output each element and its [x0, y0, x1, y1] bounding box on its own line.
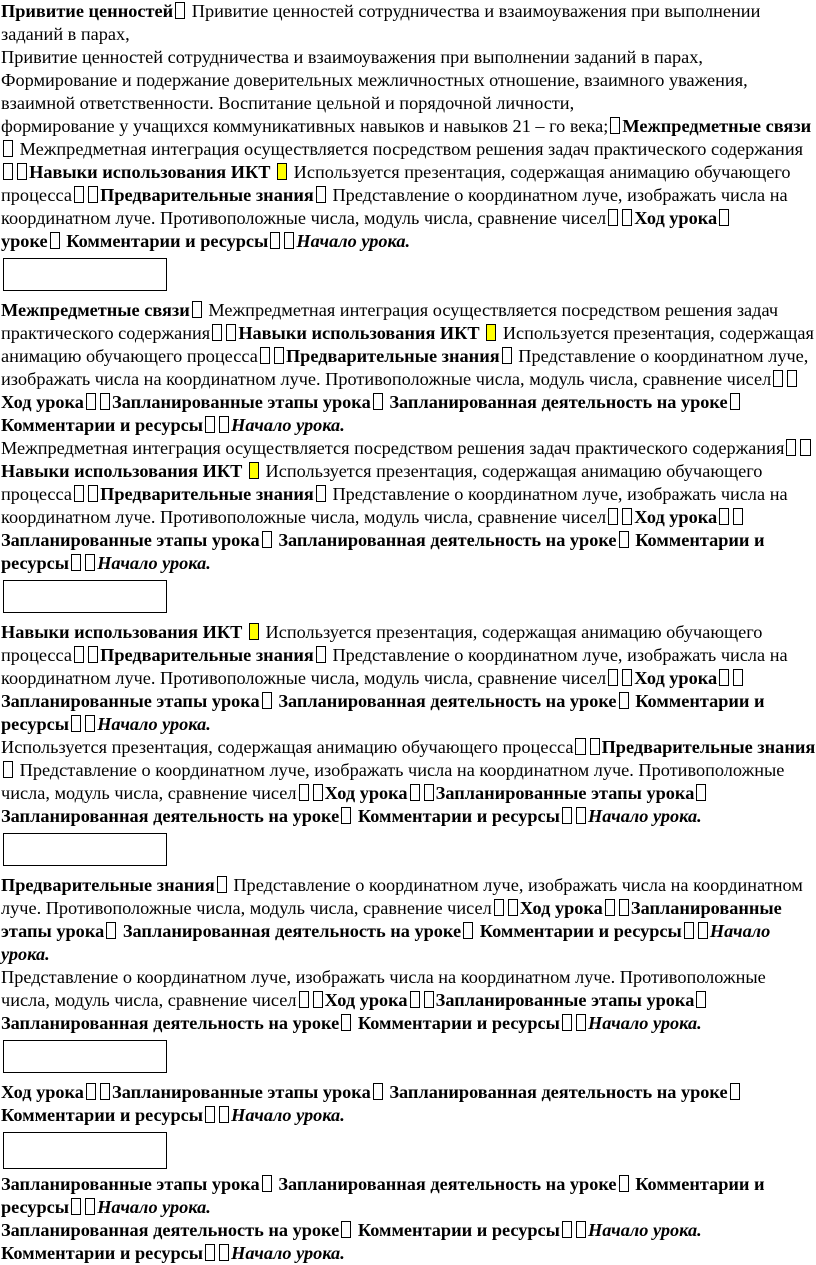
missing-glyph-icon — [316, 646, 326, 663]
missing-glyph-icon — [619, 1175, 629, 1192]
text-run: Используется презентация, содержащая анимацию обучающего процесса — [1, 622, 763, 665]
lesson-start: Начало урока. — [231, 1243, 345, 1263]
heading-comments: Комментарии и ресурсы — [1, 530, 765, 573]
lesson-start: Начало урока. — [1, 921, 771, 964]
heading-lesson-flow: Ход урока — [324, 990, 408, 1010]
missing-glyph-icon — [262, 531, 272, 548]
missing-glyph-icon — [219, 1106, 229, 1123]
lesson-start: Начало урока. — [97, 714, 211, 734]
text-run: Используется презентация, содержащая анимацию обучающего процесса — [1, 162, 791, 205]
missing-glyph-icon — [316, 485, 326, 502]
missing-glyph-icon — [341, 1014, 351, 1031]
missing-glyph-icon — [86, 1083, 96, 1100]
paragraph — [1, 115, 816, 253]
lesson-start: Начало урока. — [588, 1013, 702, 1033]
empty-box — [3, 258, 167, 291]
text-run: Привитие ценностей сотрудничества и взаимоуважения при выполнении заданий в парах, — [1, 47, 703, 67]
missing-glyph-icon — [719, 669, 729, 686]
missing-glyph-icon — [205, 1106, 215, 1123]
text-run: Межпредметная интеграция осуществляется посредством решения задач практического содержания — [19, 139, 804, 159]
heading-comments: Комментарии и ресурсы — [479, 921, 682, 941]
missing-glyph-icon — [212, 324, 222, 341]
missing-glyph-icon — [192, 301, 202, 318]
heading-planned-activity: Запланированная деятельность на уроке — [389, 1082, 728, 1102]
heading-lesson-flow: Ход урока — [634, 507, 718, 527]
missing-glyph-icon — [773, 370, 783, 387]
text-run: Используется презентация, содержащая анимацию обучающего процесса — [1, 323, 814, 366]
heading-comments: Комментарии и ресурсы — [1, 1174, 765, 1217]
missing-glyph-icon — [100, 393, 110, 410]
missing-glyph-icon — [424, 784, 434, 801]
missing-glyph-icon — [463, 922, 473, 939]
lesson-start: Начало урока. — [97, 1197, 211, 1217]
missing-glyph-icon — [562, 807, 572, 824]
missing-glyph-icon — [800, 439, 810, 456]
missing-glyph-icon — [85, 715, 95, 732]
missing-glyph-icon — [719, 508, 729, 525]
empty-box-row — [1, 828, 816, 874]
heading-prior-knowledge: Предварительные знания — [100, 645, 314, 665]
heading-planned-stages: Запланированные этапы урока — [435, 990, 695, 1010]
heading-lesson-flow: Ход урока — [634, 668, 718, 688]
paragraph — [1, 1219, 816, 1242]
highlighted-glyph-icon — [277, 163, 287, 180]
heading-ict: Навыки использования ИКТ — [1, 622, 243, 642]
highlighted-glyph-icon — [486, 324, 496, 341]
paragraph — [1, 0, 816, 46]
lesson-start: Начало урока. — [296, 231, 411, 251]
missing-glyph-icon — [410, 991, 420, 1008]
missing-glyph-icon — [576, 1014, 586, 1031]
missing-glyph-icon — [410, 784, 420, 801]
text-run: Межпредметная интеграция осуществляется посредством решения задач практического содержания — [1, 300, 779, 343]
missing-glyph-icon — [3, 140, 13, 157]
missing-glyph-icon — [299, 991, 309, 1008]
paragraph — [1, 966, 816, 1035]
paragraph — [1, 69, 816, 115]
text-run: Используется презентация, содержащая анимацию обучающего процесса — [1, 461, 763, 504]
missing-glyph-icon — [85, 1198, 95, 1215]
missing-glyph-icon — [576, 807, 586, 824]
heading-comments: Комментарии и ресурсы — [1, 1105, 204, 1125]
missing-glyph-icon — [71, 715, 81, 732]
empty-box-row — [1, 253, 816, 299]
heading-comments: Комментарии и ресурсы — [1, 691, 765, 734]
missing-glyph-icon — [733, 508, 743, 525]
missing-glyph-icon — [608, 508, 618, 525]
lesson-start: Начало урока. — [588, 806, 702, 826]
heading-lesson-flow: Ход урока — [1, 1082, 84, 1102]
text-run: формирование у учащихся коммуникативных навыков и навыков 21 – го века; — [1, 116, 609, 136]
text-run: Представление о координатном луче, изображать числа на координатном луче. Противоположные числа, модуль числа, сравнение чисел — [1, 967, 766, 1010]
missing-glyph-icon — [373, 1083, 383, 1100]
heading-planned-activity: Запланированная деятельность на уроке — [122, 921, 462, 941]
heading-values: Привитие ценностей — [1, 1, 174, 21]
missing-glyph-icon — [316, 186, 326, 203]
missing-glyph-icon — [610, 117, 620, 134]
missing-glyph-icon — [17, 163, 27, 180]
missing-glyph-icon — [341, 807, 351, 824]
missing-glyph-icon — [730, 393, 740, 410]
lesson-start: Начало урока. — [231, 1105, 345, 1125]
text-run: Формирование и подержание доверительных межличностных отношение, взаимного уважения, взаимной ответственности. Воспитание цельной и порядочной личности, — [1, 70, 748, 113]
heading-lesson-flow: Ход урока — [1, 392, 84, 412]
missing-glyph-icon — [313, 991, 323, 1008]
text-run: Используется презентация, содержащая анимацию обучающего процесса — [1, 737, 574, 757]
heading-planned-stages: Запланированные этапы урока — [435, 783, 695, 803]
missing-glyph-icon — [299, 784, 309, 801]
missing-glyph-icon — [619, 531, 629, 548]
heading-planned-activity: Запланированная деятельность на уроке — [1, 806, 340, 826]
heading-comments: Комментарии и ресурсы — [1, 1243, 204, 1263]
highlighted-glyph-icon — [249, 623, 259, 640]
missing-glyph-icon — [270, 232, 280, 249]
missing-glyph-icon — [730, 1083, 740, 1100]
missing-glyph-icon — [608, 669, 618, 686]
text-run: Представление о координатном луче, изображать числа на координатном луче. Противоположные числа, модуль числа, сравнение чисел — [1, 645, 788, 688]
missing-glyph-icon — [373, 393, 383, 410]
missing-glyph-icon — [205, 1244, 215, 1261]
paragraph — [1, 1242, 816, 1265]
heading-lesson-flow: Ход урока — [634, 208, 718, 228]
heading-lesson-flow: Ход урока — [519, 898, 603, 918]
heading-prior-knowledge: Предварительные знания — [285, 346, 500, 366]
missing-glyph-icon — [608, 209, 618, 226]
heading-comments: Комментарии и ресурсы — [66, 231, 269, 251]
missing-glyph-icon — [175, 2, 185, 19]
heading-planned-stages: Запланированные этапы урока — [1, 898, 782, 941]
heading-comments: Комментарии и ресурсы — [1, 415, 204, 435]
paragraph — [1, 46, 816, 69]
empty-box — [3, 1132, 167, 1169]
missing-glyph-icon — [719, 209, 729, 226]
heading-planned-activity: Запланированная деятельность на уроке — [389, 392, 728, 412]
text-run: Представление о координатном луче, изображать числа на координатном луче. Противоположные числа, модуль числа, сравнение чисел — [1, 875, 803, 918]
missing-glyph-icon — [217, 876, 227, 893]
missing-glyph-icon — [508, 899, 518, 916]
missing-glyph-icon — [341, 1221, 351, 1238]
missing-glyph-icon — [100, 1083, 110, 1100]
paragraph — [1, 437, 816, 575]
lesson-start: Начало урока. — [588, 1220, 702, 1240]
missing-glyph-icon — [226, 324, 236, 341]
missing-glyph-icon — [74, 186, 84, 203]
missing-glyph-icon — [619, 899, 629, 916]
text-run: Межпредметная интеграция осуществляется посредством решения задач практического содержания — [1, 438, 785, 458]
heading-intersubject: Межпредметные связи — [622, 116, 812, 136]
heading-planned-stages: Запланированные этапы урока — [112, 1082, 371, 1102]
missing-glyph-icon — [262, 692, 272, 709]
heading-lesson-flow: Ход урока — [324, 783, 408, 803]
missing-glyph-icon — [74, 485, 84, 502]
text-run: Представление о координатном луче, изображать числа на координатном луче. Противоположные числа, модуль числа, сравнение чисел — [1, 760, 785, 803]
missing-glyph-icon — [619, 692, 629, 709]
heading-ict: Навыки использования ИКТ — [238, 323, 480, 343]
missing-glyph-icon — [590, 738, 600, 755]
heading-planned-stages: Запланированные этапы урока — [112, 392, 371, 412]
missing-glyph-icon — [575, 738, 585, 755]
missing-glyph-icon — [684, 922, 694, 939]
missing-glyph-icon — [3, 761, 13, 778]
missing-glyph-icon — [313, 784, 323, 801]
paragraph — [1, 1173, 816, 1219]
missing-glyph-icon — [260, 347, 270, 364]
missing-glyph-icon — [605, 899, 615, 916]
heading-planned-activity: Запланированная деятельность на уроке — [1, 1013, 340, 1033]
missing-glyph-icon — [622, 209, 632, 226]
heading-comments: Комментарии и ресурсы — [357, 1013, 560, 1033]
empty-box — [3, 1040, 167, 1073]
lesson-start: Начало урока. — [231, 415, 345, 435]
missing-glyph-icon — [696, 784, 706, 801]
missing-glyph-icon — [88, 646, 98, 663]
missing-glyph-icon — [274, 347, 284, 364]
text-run: Привитие ценностей сотрудничества и взаимоуважения при выполнении заданий в парах, — [1, 1, 761, 44]
missing-glyph-icon — [576, 1221, 586, 1238]
heading-intersubject: Межпредметные связи — [1, 300, 190, 320]
heading-ict: Навыки использования ИКТ — [29, 162, 271, 182]
heading-ict: Навыки использования ИКТ — [1, 461, 243, 481]
missing-glyph-icon — [85, 554, 95, 571]
heading-planned-stages: Запланированные этапы урока — [1, 691, 260, 711]
missing-glyph-icon — [696, 991, 706, 1008]
heading-comments: Комментарии и ресурсы — [357, 1220, 560, 1240]
text-run: уроке — [1, 231, 48, 251]
highlighted-glyph-icon — [249, 462, 259, 479]
missing-glyph-icon — [50, 232, 60, 249]
missing-glyph-icon — [71, 554, 81, 571]
missing-glyph-icon — [786, 439, 796, 456]
heading-prior-knowledge: Предварительные знания — [100, 185, 314, 205]
heading-prior-knowledge: Предварительные знания — [601, 737, 816, 757]
heading-planned-activity: Запланированная деятельность на уроке — [1, 1220, 340, 1240]
missing-glyph-icon — [622, 669, 632, 686]
empty-box — [3, 833, 167, 866]
missing-glyph-icon — [74, 646, 84, 663]
heading-comments: Комментарии и ресурсы — [357, 806, 560, 826]
heading-planned-activity: Запланированная деятельность на уроке — [278, 530, 617, 550]
empty-box-row — [1, 1127, 816, 1173]
missing-glyph-icon — [494, 899, 504, 916]
missing-glyph-icon — [787, 370, 797, 387]
empty-box-row — [1, 575, 816, 621]
missing-glyph-icon — [88, 186, 98, 203]
missing-glyph-icon — [86, 393, 96, 410]
heading-planned-stages: Запланированные этапы урока — [1, 530, 260, 550]
missing-glyph-icon — [219, 416, 229, 433]
empty-box — [3, 580, 167, 613]
missing-glyph-icon — [3, 163, 13, 180]
missing-glyph-icon — [262, 1175, 272, 1192]
missing-glyph-icon — [562, 1014, 572, 1031]
missing-glyph-icon — [219, 1244, 229, 1261]
missing-glyph-icon — [424, 991, 434, 1008]
missing-glyph-icon — [284, 232, 294, 249]
missing-glyph-icon — [205, 416, 215, 433]
paragraph — [1, 621, 816, 736]
text-run: Представление о координатном луче, изображать числа на координатном луче. Противоположные числа, модуль числа, сравнение чисел — [1, 346, 809, 389]
paragraph — [1, 1081, 816, 1127]
missing-glyph-icon — [698, 922, 708, 939]
missing-glyph-icon — [562, 1221, 572, 1238]
missing-glyph-icon — [733, 669, 743, 686]
missing-glyph-icon — [502, 347, 512, 364]
heading-planned-stages: Запланированные этапы урока — [1, 1174, 260, 1194]
text-run: Представление о координатном луче, изображать числа на координатном луче. Противоположные числа, модуль числа, сравнение чисел — [1, 185, 788, 228]
empty-box-row — [1, 1035, 816, 1081]
missing-glyph-icon — [622, 508, 632, 525]
heading-prior-knowledge: Предварительные знания — [100, 484, 314, 504]
lesson-start: Начало урока. — [97, 553, 211, 573]
missing-glyph-icon — [88, 485, 98, 502]
paragraph — [1, 874, 816, 966]
heading-planned-activity: Запланированная деятельность на уроке — [278, 1174, 617, 1194]
text-run: Представление о координатном луче, изображать числа на координатном луче. Противоположные числа, модуль числа, сравнение чисел — [1, 484, 788, 527]
paragraph — [1, 299, 816, 437]
paragraph — [1, 736, 816, 828]
missing-glyph-icon — [106, 922, 116, 939]
heading-prior-knowledge: Предварительные знания — [1, 875, 215, 895]
missing-glyph-icon — [71, 1198, 81, 1215]
heading-planned-activity: Запланированная деятельность на уроке — [278, 691, 617, 711]
